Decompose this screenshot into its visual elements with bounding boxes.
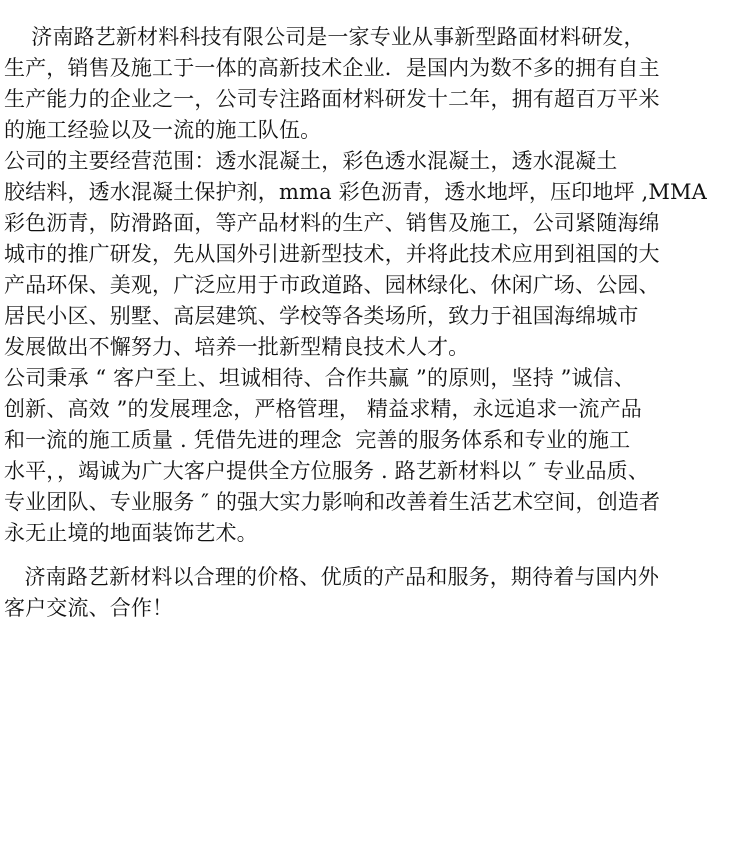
text-line: 专业团队、专业服务 ″ 的强大实力影响和改善着生活艺术空间，创造者 bbox=[4, 490, 661, 514]
closing-paragraph bbox=[4, 562, 748, 624]
company-intro-paragraph bbox=[4, 22, 748, 549]
text-line: 水平，，竭诚为广大客户提供全方位服务 . 路艺新材料以 ″ 专业品质、 bbox=[4, 459, 649, 483]
text-line: 产品环保、美观，广泛应用于市政道路、园林绿化、休闲广场、公园、 bbox=[4, 273, 660, 297]
text-line: 创新、高效 ”的发展理念，严格管理， 精益求精，永远追求一流产品 bbox=[4, 397, 642, 421]
text-line: 的施工经验以及一流的施工队伍。 bbox=[4, 118, 322, 142]
document-body bbox=[4, 22, 748, 624]
text-line: 城市的推广研发，先从国外引进新型技术，并将此技术应用到祖国的大 bbox=[4, 242, 660, 266]
text-line: 胶结料，透水混凝土保护剂，mma 彩色沥青，透水地坪，压印地坪 ,MMA bbox=[4, 180, 707, 204]
text-line: 公司秉承 “ 客户至上、坦诚相待、合作共赢 ”的原则，坚持 ”诚信、 bbox=[4, 366, 636, 390]
text-line: 客户交流、合作！ bbox=[4, 596, 174, 620]
text-line: 发展做出不懈努力、培养一批新型精良技术人才。 bbox=[4, 335, 470, 359]
text-line: 生产能力的企业之一，公司专注路面材料研发十二年，拥有超百万平米 bbox=[4, 87, 660, 111]
text-line: 永无止境的地面装饰艺术。 bbox=[4, 521, 258, 545]
text-line: 和一流的施工质量 . 凭借先进的理念 完善的服务体系和专业的施工 bbox=[4, 428, 631, 452]
text-line: 居民小区、别墅、高层建筑、学校等各类场所，致力于祖国海绵城市 bbox=[4, 304, 639, 328]
paragraph-spacer bbox=[4, 549, 748, 562]
text-line: 公司的主要经营范围：透水混凝土，彩色透水混凝土，透水混凝土 bbox=[4, 149, 618, 173]
text-line: 生产，销售及施工于一体的高新技术企业．是国内为数不多的拥有自主 bbox=[4, 56, 660, 80]
text-line: 济南路艺新材料科技有限公司是一家专业从事新型路面材料研发， bbox=[4, 25, 645, 49]
text-line: 彩色沥青，防滑路面，等产品材料的生产、销售及施工，公司紧随海绵 bbox=[4, 211, 660, 235]
text-line: 济南路艺新材料以合理的价格、优质的产品和服务，期待着与国内外 bbox=[4, 565, 659, 589]
